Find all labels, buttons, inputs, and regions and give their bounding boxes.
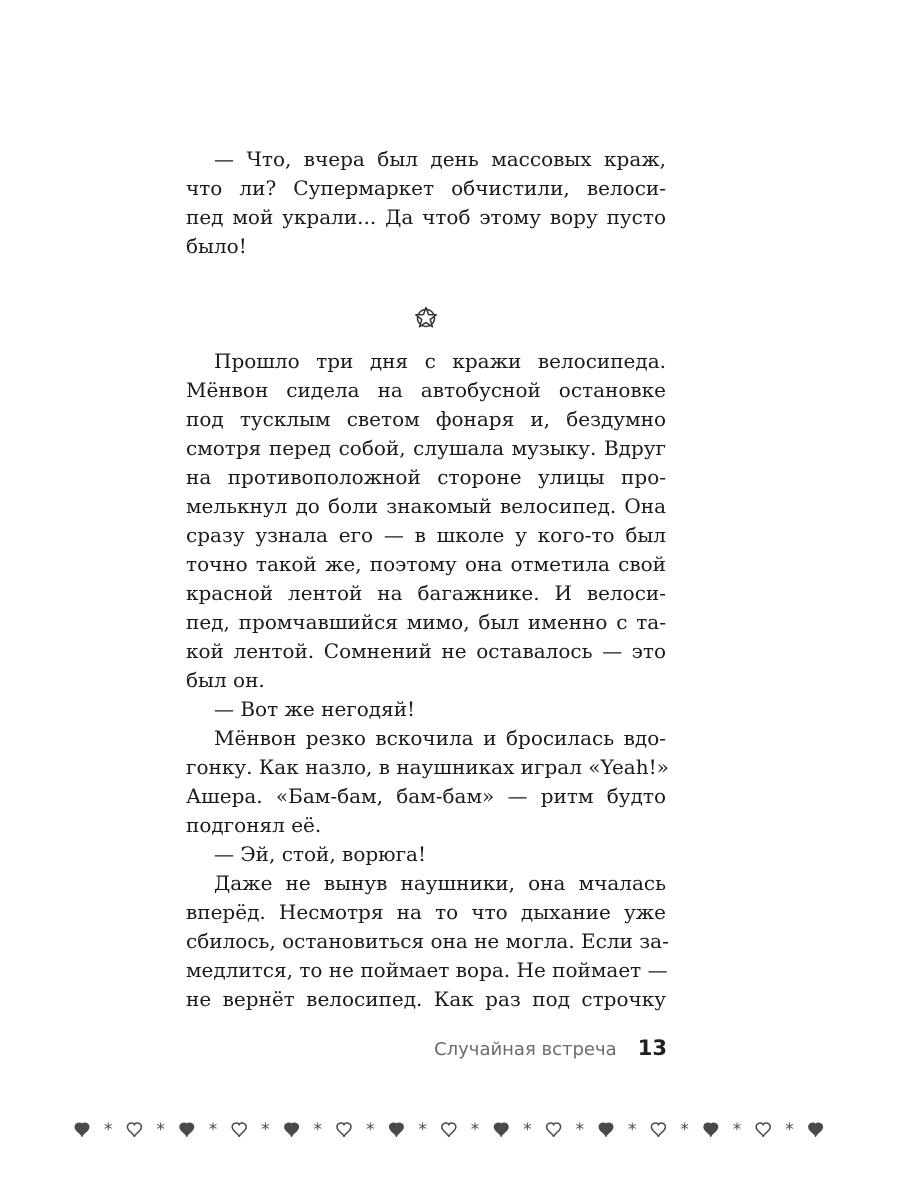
text-line: что ли? Супермаркет обчистили, велоси- — [186, 176, 666, 200]
asterisk-icon: * — [732, 1120, 742, 1140]
heart-filled-icon — [389, 1123, 403, 1137]
text-line: сбилось, остановиться она не могла. Если за- — [186, 929, 669, 953]
text-line: Ашера. «Бам-бам, бам-бам» — ритм будто — [186, 784, 666, 808]
decorative-border — [74, 1116, 824, 1140]
text-line: на противоположной стороне улицы про- — [186, 465, 666, 489]
asterisk-icon: * — [680, 1120, 689, 1140]
asterisk-icon: * — [418, 1120, 427, 1140]
text-line: красной лентой на багажнике. И велоси- — [186, 581, 666, 605]
heart-filled-icon — [704, 1123, 718, 1137]
asterisk-icon: * — [103, 1120, 113, 1140]
asterisk-icon: * — [627, 1120, 637, 1140]
page-number: 13 — [637, 1036, 667, 1060]
text-line: пед мой украли... Да чтоб этому вору пусто — [186, 205, 666, 229]
asterisk-icon: * — [261, 1120, 270, 1140]
asterisk-icon: * — [365, 1120, 375, 1140]
text-line: гонку. Как назло, в наушниках играл «Yeah!» — [186, 755, 669, 779]
text-line: — Эй, стой, ворюга! — [214, 842, 427, 866]
heart-filled-icon — [75, 1123, 89, 1137]
heart-filled-icon — [285, 1123, 299, 1137]
text-line: был он. — [186, 668, 265, 692]
asterisk-icon: * — [208, 1120, 218, 1140]
text-line: медлится, то не поймает вора. Не поймает — — [186, 958, 668, 982]
text-line: — Вот же негодяй! — [214, 697, 416, 721]
heart-filled-icon — [180, 1123, 194, 1137]
heart-outline-icon — [547, 1123, 561, 1137]
asterisk-icon: * — [785, 1120, 794, 1140]
text-line: вперёд. Несмотря на то что дыхание уже — [186, 900, 666, 924]
text-line: было! — [186, 234, 247, 258]
heart-filled-icon — [599, 1123, 613, 1137]
text-line: Прошло три дня с кражи велосипеда. — [214, 349, 666, 373]
asterisk-icon: * — [313, 1120, 323, 1140]
asterisk-icon: * — [470, 1120, 480, 1140]
page-footer — [434, 1036, 667, 1060]
heart-outline-icon — [756, 1123, 770, 1137]
text-line: мелькнул до боли знакомый велосипед. Она — [186, 494, 666, 518]
heart-outline-icon — [651, 1123, 665, 1137]
asterisk-icon: * — [575, 1120, 585, 1140]
text-line: кой лентой. Сомнений не оставалось — это — [186, 639, 666, 663]
heart-filled-icon — [494, 1123, 508, 1137]
heart-filled-icon — [809, 1123, 823, 1137]
asterisk-icon: * — [156, 1120, 165, 1140]
text-line: — Что, вчера был день массовых краж, — [214, 147, 666, 171]
asterisk-icon: * — [523, 1120, 532, 1140]
text-line: смотря перед собой, слушала музыку. Вдруг — [186, 436, 666, 460]
heart-outline-icon — [127, 1123, 141, 1137]
text-line: пед, промчавшийся мимо, был именно с та- — [186, 610, 666, 634]
text-line: сразу узнала его — в школе у кого-то был — [186, 523, 666, 547]
text-line: Мёнвон резко вскочила и бросилась вдо- — [214, 726, 666, 750]
star-in-circle-icon — [413, 305, 439, 331]
heart-outline-icon — [337, 1123, 351, 1137]
text-line: под тусклым светом фонаря и, бездумно — [186, 407, 666, 431]
text-line: подгонял её. — [186, 813, 322, 837]
heart-outline-icon — [232, 1123, 246, 1137]
text-line: не вернёт велосипед. Как раз под строчку — [186, 987, 666, 1011]
heart-outline-icon — [442, 1123, 456, 1137]
running-head: Случайная встреча — [434, 1039, 617, 1060]
text-line: Мёнвон сидела на автобусной остановке — [186, 378, 666, 402]
text-line: Даже не вынув наушники, она мчалась — [214, 871, 666, 895]
text-line: точно такой же, поэтому она отметила свой — [186, 552, 666, 576]
